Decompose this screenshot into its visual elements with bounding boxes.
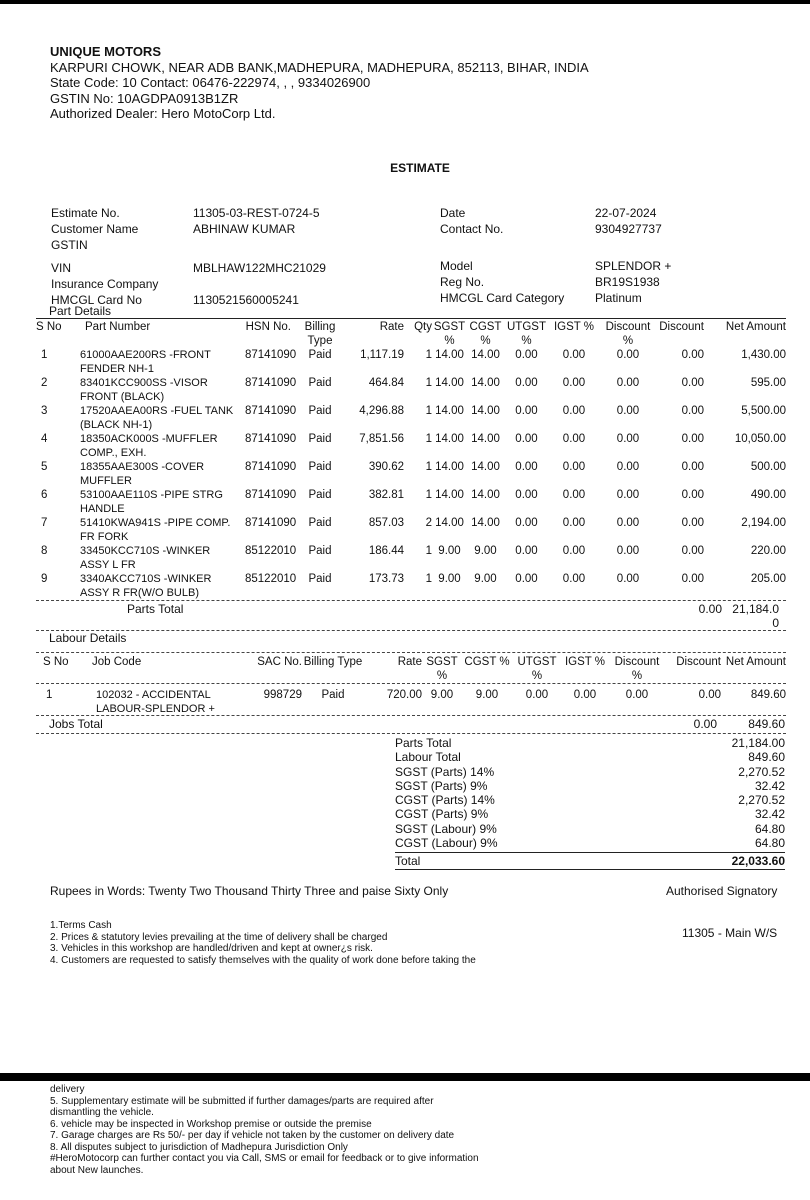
table-cell: 87141090 [245, 489, 297, 501]
table-cell: 1,430.00 [741, 349, 786, 361]
summary-value: 64.80 [754, 821, 785, 836]
info-value [192, 276, 327, 292]
table-row [36, 516, 786, 544]
summary-label: CGST (Parts) 14% [395, 793, 495, 808]
summary-row [395, 750, 785, 764]
table-cell: 0.00 [616, 349, 640, 361]
col-header: UTGST % [517, 656, 557, 682]
table-cell: 9 [41, 573, 48, 585]
table-cell: 0.00 [616, 545, 640, 557]
table-cell: 7 [41, 517, 48, 529]
table-cell: 9.00 [438, 545, 461, 557]
table-cell: 0.00 [525, 689, 549, 701]
table-cell: 85122010 [245, 573, 297, 585]
table-cell: 0.00 [698, 689, 721, 701]
summary-value: 2,270.52 [738, 764, 785, 779]
table-cell: 14.00 [435, 489, 464, 501]
table-cell: Paid [308, 433, 332, 445]
table-cell: 14.00 [471, 461, 500, 473]
table-row [36, 488, 786, 516]
col-header: UTGST % [507, 321, 546, 347]
col-header: Discount % [605, 321, 651, 347]
info-label: Customer Name [51, 222, 139, 236]
table-cell: 14.00 [471, 433, 500, 445]
table-cell: 83401KCC900SS -VISOR FRONT (BLACK) [80, 377, 208, 403]
summary-label: Labour Total [395, 750, 461, 765]
info-label: Date [440, 206, 466, 220]
table-cell: 500.00 [750, 461, 786, 473]
table-cell: 186.44 [368, 545, 404, 557]
table-cell: 4,296.88 [359, 405, 404, 417]
table-cell: 14.00 [471, 489, 500, 501]
table-cell: 1 [425, 489, 432, 501]
col-header: S No [36, 321, 62, 333]
info-value: 9304927737 [595, 222, 662, 236]
table-cell: Paid [308, 517, 332, 529]
parts-end-rule [36, 630, 786, 631]
table-cell: 0.00 [562, 377, 586, 389]
table-cell: 0.00 [616, 573, 640, 585]
summary-row [395, 765, 785, 779]
col-header: IGST % [564, 656, 606, 668]
table-cell: 7,851.56 [359, 433, 404, 445]
summary-value: 21,184.00 [731, 736, 785, 750]
summary-rule [395, 852, 785, 853]
table-cell: 390.62 [368, 461, 404, 473]
col-header: SGST % [433, 321, 466, 347]
col-header: Net Amount [725, 656, 786, 668]
table-cell: 0.00 [681, 405, 704, 417]
table-cell: 14.00 [435, 405, 464, 417]
authorised-signatory: Authorised Signatory [666, 884, 778, 898]
info-row [50, 221, 327, 237]
labour-section-label: Labour Details [49, 631, 127, 645]
col-header: SGST % [426, 656, 458, 682]
table-cell: 14.00 [435, 349, 464, 361]
table-cell: 0.00 [562, 461, 586, 473]
labour-header-rule-top [36, 652, 786, 653]
col-header: IGST % [553, 321, 595, 333]
info-right [439, 205, 672, 306]
info-row [439, 205, 672, 221]
table-cell: 2 [41, 377, 48, 389]
amount-in-words: Rupees in Words: Twenty Two Thousand Thirty Three and paise Sixty Only [50, 884, 449, 898]
table-cell: 0.00 [616, 489, 640, 501]
info-row [439, 221, 672, 237]
table-cell: 464.84 [368, 377, 404, 389]
table-cell: 0.00 [515, 517, 538, 529]
table-cell: 0.00 [562, 433, 586, 445]
summary-label: SGST (Parts) 14% [395, 764, 495, 779]
table-cell: 0.00 [616, 405, 640, 417]
terms-line: 4. Customers are requested to satisfy themselves with the quality of work done before taking the [50, 954, 476, 966]
summary-value: 32.42 [754, 778, 785, 793]
parts-total-label: Parts Total [127, 602, 184, 616]
table-cell: 9.00 [430, 689, 454, 701]
table-cell: 18350ACK000S -MUFFLER COMP., EXH. [80, 433, 218, 459]
table-cell: 0.00 [681, 545, 704, 557]
table-cell: 85122010 [245, 545, 297, 557]
table-cell: Paid [308, 573, 332, 585]
col-header: Job Code [92, 656, 142, 668]
table-cell: 87141090 [245, 517, 297, 529]
parts-header-row [36, 320, 786, 348]
info-label: HMCGL Card Category [440, 291, 565, 305]
labour-total-rule [36, 715, 786, 716]
table-cell: 849.60 [750, 689, 786, 701]
info-value: 11305-03-REST-0724-5 [193, 206, 320, 220]
terms-line: #HeroMotocorp can further contact you via Call, SMS or email for feedback or to give information [50, 1153, 479, 1164]
table-cell: 9.00 [474, 573, 497, 585]
col-header: Discount % [614, 656, 660, 682]
table-cell: 9.00 [474, 545, 497, 557]
table-cell: 857.03 [368, 517, 404, 529]
table-cell: 14.00 [435, 461, 464, 473]
labour-total-discount: 0.00 [693, 717, 717, 731]
table-cell: 87141090 [245, 433, 297, 445]
table-cell: 0.00 [616, 377, 640, 389]
dealer-gstin: GSTIN No: 10AGDPA0913B1ZR [50, 90, 239, 106]
terms-line: dismantling the vehicle. [50, 1107, 154, 1118]
info-label: Model [440, 259, 473, 273]
info-row [50, 253, 327, 276]
col-header: HSN No. [245, 321, 291, 333]
terms-line: 3. Vehicles in this workshop are handled/driven and kept at owner¿s risk. [50, 943, 373, 954]
table-cell: 0.00 [562, 349, 586, 361]
summary-row [395, 779, 785, 793]
terms-line: 5. Supplementary estimate will be submitted if further damages/parts are required after [50, 1095, 434, 1107]
parts-total-amount: 21,184.00 [732, 602, 779, 630]
table-cell: 87141090 [245, 405, 297, 417]
parts-total-discount: 0.00 [698, 602, 722, 616]
table-cell: 1 [425, 573, 432, 585]
table-cell: 17520AAEA00RS -FUEL TANK (BLACK NH-1) [80, 405, 234, 431]
table-cell: 0.00 [562, 517, 586, 529]
table-cell: 0.00 [515, 349, 538, 361]
table-cell: 18355AAE300S -COVER MUFFLER [80, 461, 205, 487]
table-cell: 51410KWA941S -PIPE COMP. FR FORK [80, 517, 231, 543]
parts-total-rule [36, 600, 786, 601]
col-header: S No [43, 656, 69, 668]
table-cell: 14.00 [435, 517, 464, 529]
info-value: ABHINAW KUMAR [193, 222, 296, 236]
table-cell: 6 [41, 489, 48, 501]
summary-value: 32.42 [754, 807, 785, 822]
table-cell: 998729 [263, 689, 302, 701]
table-cell: 1 [425, 377, 432, 389]
grand-total-row [395, 854, 785, 868]
col-header: Part Number [85, 321, 151, 333]
summary-row [395, 793, 785, 807]
dealer-address: KARPURI CHOWK, NEAR ADB BANK,MADHEPURA, MADHEPURA, 852113, BIHAR, INDIA [50, 59, 589, 75]
table-cell: 0.00 [681, 433, 704, 445]
table-cell: Paid [308, 405, 332, 417]
col-header: SAC No. [257, 656, 302, 668]
terms-line: 2. Prices & statutory levies prevailing at the time of delivery shall be charged [50, 931, 388, 943]
document-title: ESTIMATE [390, 161, 450, 175]
info-value: 1130521560005241 [193, 293, 299, 307]
info-label: GSTIN [51, 238, 88, 252]
table-cell: 14.00 [471, 377, 500, 389]
table-cell: 5,500.00 [741, 405, 786, 417]
labour-table [36, 655, 786, 716]
table-cell: 0.00 [681, 461, 704, 473]
table-cell: 205.00 [750, 573, 786, 585]
table-cell: 0.00 [681, 517, 704, 529]
table-cell: 87141090 [245, 461, 297, 473]
info-row [439, 237, 672, 274]
table-cell: 3 [41, 405, 48, 417]
summary-value: 2,270.52 [738, 793, 785, 808]
table-cell: 2 [425, 517, 432, 529]
info-label: VIN [51, 261, 72, 275]
terms-line: 1.Terms Cash [50, 920, 112, 931]
summary-row [395, 822, 785, 836]
summary-row [395, 836, 785, 850]
table-cell: 5 [41, 461, 48, 473]
labour-header-rule-bottom [36, 683, 786, 684]
table-cell: 382.81 [368, 489, 404, 501]
table-cell: 1 [425, 349, 432, 361]
col-header: Billing Type [303, 656, 363, 668]
dealer-authorization: Authorized Dealer: Hero MotoCorp Ltd. [50, 106, 276, 122]
table-row [36, 572, 786, 600]
col-header: Rate [397, 656, 422, 668]
table-cell: 87141090 [245, 349, 297, 361]
col-header: Qty [414, 321, 432, 333]
table-cell: 173.73 [368, 573, 404, 585]
table-cell: 0.00 [616, 461, 640, 473]
info-value: 22-07-2024 [595, 206, 657, 220]
table-row [36, 544, 786, 572]
table-cell: 0.00 [562, 573, 586, 585]
info-left [50, 205, 327, 308]
table-cell: 0.00 [562, 405, 586, 417]
table-cell: 102032 - ACCIDENTAL LABOUR-SPLENDOR + [96, 689, 215, 715]
summary-bottom-rule [395, 869, 785, 870]
col-header: Net Amount [725, 321, 786, 333]
top-border [0, 0, 810, 4]
labour-end-rule [36, 733, 786, 734]
table-cell: 0.00 [515, 377, 538, 389]
dealer-state-contact: State Code: 10 Contact: 06476-222974, , , 9334026900 [50, 75, 371, 91]
table-cell: 0.00 [681, 377, 704, 389]
table-cell: 0.00 [515, 433, 538, 445]
terms-line: about New launches. [50, 1164, 144, 1176]
col-header: Discount [676, 656, 721, 668]
table-cell: 0.00 [562, 545, 586, 557]
table-cell: 1 [425, 405, 432, 417]
grand-total-label: Total [395, 854, 421, 869]
terms-top [50, 920, 476, 966]
dealer-name: UNIQUE MOTORS [50, 44, 161, 59]
table-cell: 2,194.00 [741, 517, 786, 529]
table-cell: 53100AAE110S -PIPE STRG HANDLE [80, 489, 223, 515]
terms-line: 7. Garage charges are Rs 50/- per day if vehicle not taken by the customer on delivery date [50, 1130, 455, 1141]
info-value [192, 237, 327, 253]
summary-row [395, 736, 785, 750]
table-cell: 10,050.00 [734, 433, 786, 445]
table-cell: 0.00 [515, 573, 538, 585]
info-label: Reg No. [440, 275, 485, 289]
summary-label: SGST (Labour) 9% [395, 821, 497, 836]
table-cell: 61000AAE200RS -FRONT FENDER NH-1 [80, 349, 211, 375]
summary-value: 64.80 [754, 836, 785, 851]
table-cell: 0.00 [625, 689, 649, 701]
info-row [439, 274, 672, 290]
table-cell: 0.00 [573, 689, 597, 701]
summary-label: SGST (Parts) 9% [395, 778, 488, 793]
table-cell: Paid [308, 377, 332, 389]
table-cell: 14.00 [471, 405, 500, 417]
col-header: Rate [379, 321, 404, 333]
table-cell: 1 [41, 349, 48, 361]
info-label: Estimate No. [51, 206, 120, 220]
info-row [50, 205, 327, 221]
grand-total-value: 22,033.60 [731, 854, 785, 869]
summary-label: Parts Total [395, 736, 452, 750]
summary-row [395, 807, 785, 821]
table-cell: 4 [41, 433, 48, 445]
table-row [36, 348, 786, 376]
table-cell: 14.00 [471, 349, 500, 361]
summary-label: CGST (Parts) 9% [395, 807, 489, 822]
terms-bottom [50, 1084, 479, 1176]
parts-header-rule [36, 318, 786, 319]
table-cell: 8 [41, 545, 48, 557]
table-cell: 0.00 [515, 405, 538, 417]
labour-header-row [36, 655, 786, 683]
table-cell: 14.00 [435, 433, 464, 445]
dealer-header [50, 44, 589, 122]
info-value: MBLHAW122MHC21029 [193, 261, 326, 275]
terms-line: 8. All disputes subject to jurisdiction of Madhepura Jurisdiction Only [50, 1141, 348, 1153]
info-row [439, 290, 672, 306]
table-cell: 0.00 [616, 433, 640, 445]
col-header: CGST % [464, 656, 510, 668]
info-value: Platinum [595, 291, 642, 305]
table-cell: 87141090 [245, 377, 297, 389]
info-row [50, 276, 327, 292]
table-cell: 1 [425, 461, 432, 473]
table-cell: 0.00 [562, 489, 586, 501]
col-header: Discount [659, 321, 704, 333]
info-label: Contact No. [440, 222, 504, 236]
table-cell: 14.00 [435, 377, 464, 389]
table-cell: 1 [425, 545, 432, 557]
parts-table [36, 320, 786, 600]
table-cell: 1 [46, 689, 53, 701]
table-cell: Paid [308, 489, 332, 501]
table-cell: Paid [308, 349, 332, 361]
table-cell: 1 [425, 433, 432, 445]
terms-line: delivery [50, 1084, 85, 1095]
table-cell: 9.00 [438, 573, 461, 585]
table-cell: 0.00 [681, 573, 704, 585]
table-cell: 33450KCC710S -WINKER ASSY L FR [80, 545, 211, 571]
table-row [36, 404, 786, 432]
table-cell: 1,117.19 [360, 349, 404, 361]
table-cell: Paid [308, 461, 332, 473]
parts-section-label: Part Details [49, 304, 112, 318]
summary-block [395, 736, 785, 870]
workshop-code: 11305 - Main W/S [682, 926, 778, 940]
info-label: HMCGL Card No [51, 293, 142, 307]
table-cell: 0.00 [681, 489, 704, 501]
table-cell: 720.00 [386, 689, 422, 701]
table-row [36, 376, 786, 404]
table-cell: 3340AKCC710S -WINKER ASSY R FR(W/O BULB) [80, 573, 212, 599]
table-row [36, 683, 786, 716]
labour-total-label: Jobs Total [49, 717, 103, 731]
table-cell: 0.00 [616, 517, 640, 529]
labour-total-amount: 849.60 [748, 717, 785, 731]
info-row [50, 237, 327, 253]
info-label: Insurance Company [51, 277, 159, 291]
page-break-bar [0, 1073, 810, 1081]
table-cell: 0.00 [515, 489, 538, 501]
table-cell: 220.00 [750, 545, 786, 557]
table-cell: 0.00 [681, 349, 704, 361]
table-row [36, 460, 786, 488]
table-cell: 14.00 [471, 517, 500, 529]
table-cell: 0.00 [515, 461, 538, 473]
summary-value: 849.60 [748, 750, 785, 765]
table-cell: 490.00 [750, 489, 786, 501]
table-cell: Paid [321, 689, 345, 701]
col-header: Billing Type [304, 321, 336, 347]
table-row [36, 432, 786, 460]
table-cell: 0.00 [515, 545, 538, 557]
table-cell: 595.00 [750, 377, 786, 389]
table-cell: Paid [308, 545, 332, 557]
col-header: CGST % [469, 321, 502, 347]
info-value: SPLENDOR + [595, 259, 672, 273]
terms-line: 6. vehicle may be inspected in Workshop premise or outside the premise [50, 1118, 372, 1130]
table-cell: 9.00 [475, 689, 499, 701]
summary-label: CGST (Labour) 9% [395, 836, 498, 851]
info-value: BR19S1938 [595, 275, 660, 289]
